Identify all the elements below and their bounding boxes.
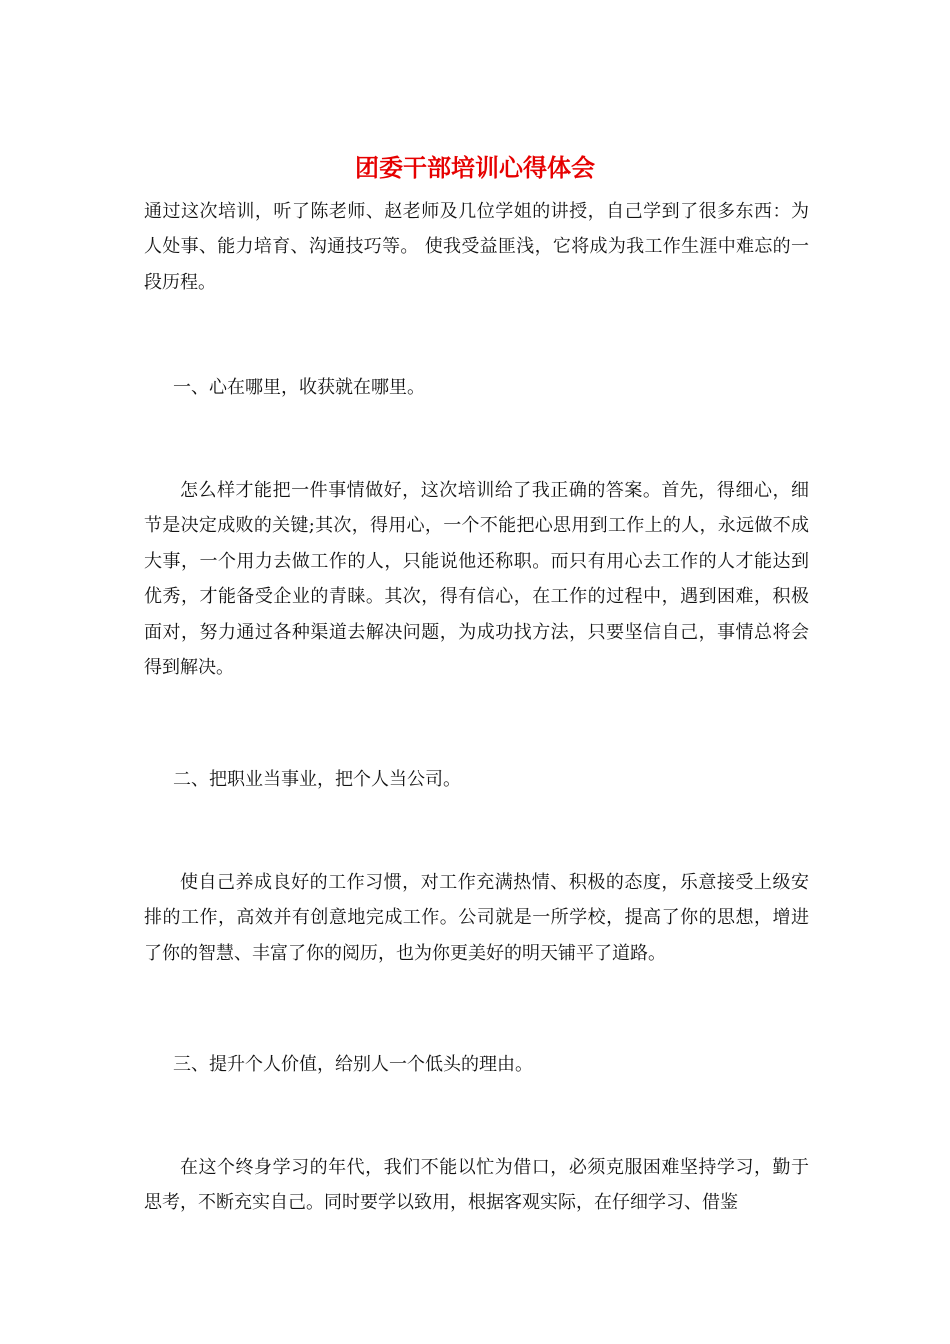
document-title: 团委干部培训心得体会 — [355, 153, 595, 182]
section-1-heading: 一、心在哪里，收获就在哪里。 — [173, 377, 425, 398]
intro-paragraph: 通过这次培训，听了陈老师、赵老师及几位学姐的讲授，自己学到了很多东西：为人处事、能力培育、沟通技巧等。 使我受益匪浅，它将成为我工作生涯中难忘的一段历程。 — [144, 201, 809, 293]
section-2-heading: 二、把职业当事业，把个人当公司。 — [173, 769, 461, 790]
section-3-heading: 三、提升个人价值，给别人一个低头的理由。 — [173, 1054, 533, 1075]
section-2-body: 使自己养成良好的工作习惯，对工作充满热情、积极的态度，乐意接受上级安排的工作，高效并有创意地完成工作。公司就是一所学校，提高了你的思想，增进了你的智慧、丰富了你的阅历，也为你更美好的明天铺平了道路。 — [144, 872, 809, 964]
section-1-body: 怎么样才能把一件事情做好，这次培训给了我正确的答案。首先，得细心，细节是决定成败的关键;其次，得用心，一个不能把心思用到工作上的人，永远做不成大事，一个用力去做工作的人，只能说他还称职。而只有用心去工作的人才能达到优秀，才能备受企业的青睐。其次，得有信心，在工作的过程中，遇到困难，积极面对，努力通过各种渠道去解决问题，为成功找方法，只要坚信自己，事情总将会得到解决。 — [144, 480, 809, 679]
section-3-body: 在这个终身学习的年代，我们不能以忙为借口，必须克服困难坚持学习，勤于思考，不断充实自己。同时要学以致用，根据客观实际，在仔细学习、借鉴 — [144, 1157, 809, 1214]
